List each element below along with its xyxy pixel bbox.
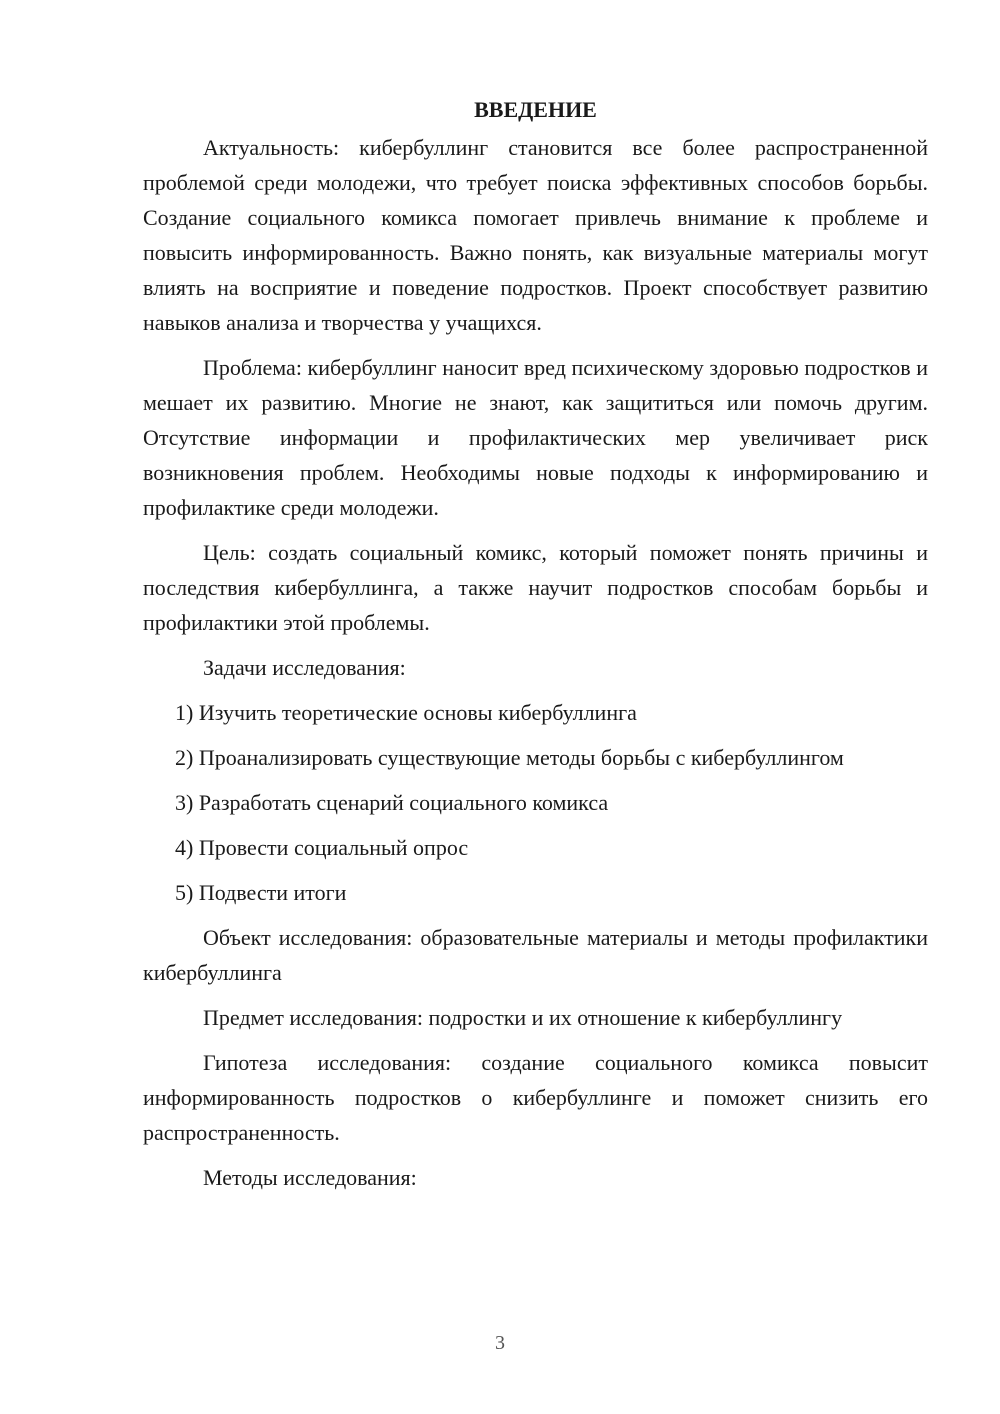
list-item: 3) Разработать сценарий социального комикса	[175, 790, 609, 815]
paragraph-goal: Цель: создать социальный комикс, который поможет понять причины и последствия кибербуллинга, а также научит подростков способам борьбы и профилактики этой проблемы.	[143, 540, 928, 635]
tasks-title: Задачи исследования:	[203, 655, 406, 680]
list-item: 5) Подвести итоги	[175, 880, 347, 905]
paragraph-problem: Проблема: кибербуллинг наносит вред психическому здоровью подростков и мешает их развитию. Многие не знают, как защититься или помочь другим. Отсутствие информации и профилактических мер увеличивает риск возникновения проблем. Необходимы новые подходы к информированию и профилактике среди молодежи.	[143, 355, 928, 520]
paragraph-hypothesis: Гипотеза исследования: создание социального комикса повысит информированность подростков о кибербуллинге и поможет снизить его распространенность.	[143, 1050, 928, 1145]
document-page	[143, 92, 928, 1205]
page-number: 3	[495, 1332, 505, 1354]
paragraph-relevance: Актуальность: кибербуллинг становится все более распространенной проблемой среди молодежи, что требует поиска эффективных способов борьбы. Создание социального комикса помогает привлечь внимание к проблеме и повысить информированность. Важно понять, как визуальные материалы могут влиять на восприятие и поведение подростков. Проект способствует развитию навыков анализа и творчества у учащихся.	[143, 135, 928, 335]
methods-title: Методы исследования:	[203, 1165, 417, 1190]
list-item: 1) Изучить теоретические основы кибербуллинга	[175, 700, 637, 725]
list-item: 2) Проанализировать существующие методы борьбы с кибербуллингом	[175, 745, 844, 770]
paragraph-object: Объект исследования: образовательные материалы и методы профилактики кибербуллинга	[143, 925, 928, 985]
page-title: ВВЕДЕНИЕ	[474, 97, 597, 122]
tasks-list	[143, 695, 928, 910]
list-item: 4) Провести социальный опрос	[175, 835, 469, 860]
paragraph-subject: Предмет исследования: подростки и их отношение к кибербуллингу	[203, 1005, 843, 1030]
